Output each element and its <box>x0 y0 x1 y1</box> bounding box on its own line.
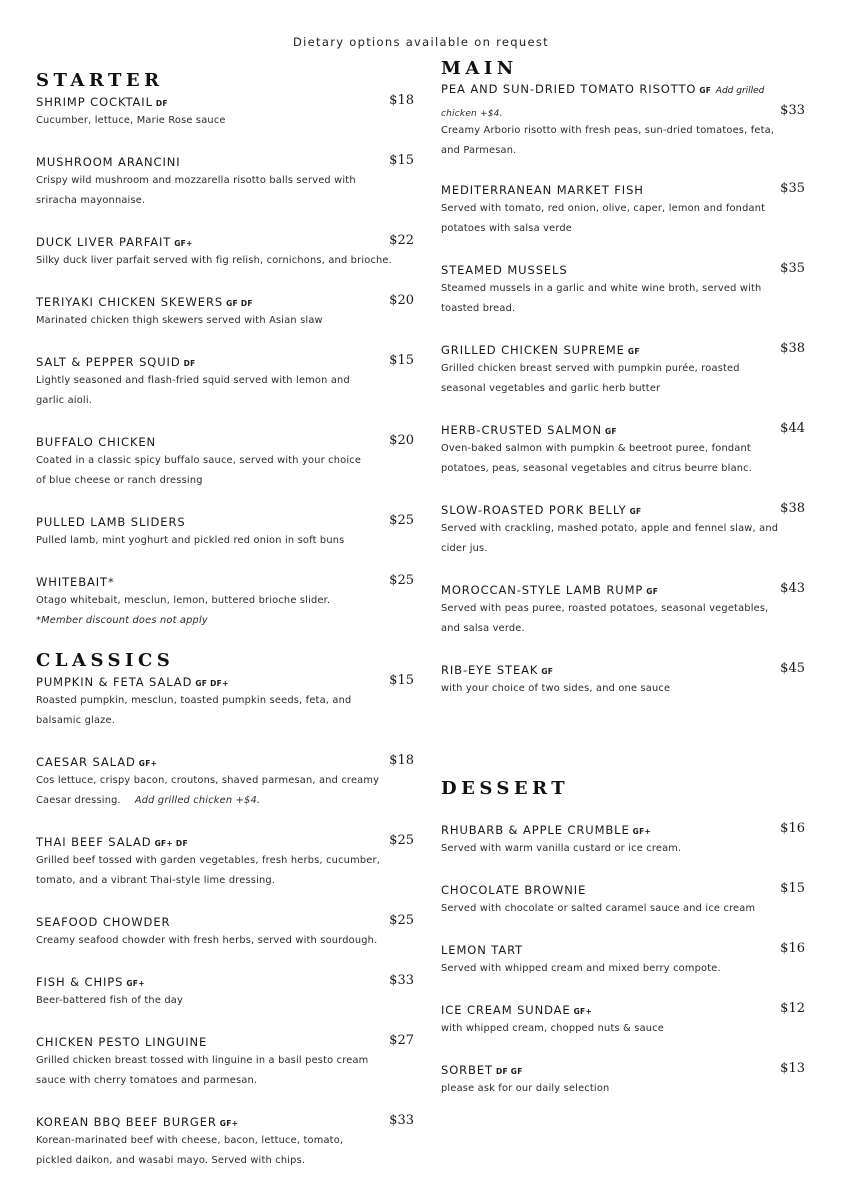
item-description: Pulled lamb, mint yoghurt and pickled red onion in soft buns <box>36 535 345 546</box>
item-price: $20 <box>389 433 414 448</box>
item-price: $15 <box>389 673 414 688</box>
item-price: $18 <box>389 753 414 768</box>
item-header <box>36 911 414 931</box>
item-price: $15 <box>389 353 414 368</box>
item-header <box>441 499 805 519</box>
dietary-tag: GF+ <box>126 979 145 988</box>
dietary-tag: GF <box>629 507 642 516</box>
item-price: $25 <box>389 513 414 528</box>
menu-item <box>441 1059 805 1099</box>
item-description: please ask for our daily selection <box>441 1083 610 1094</box>
menu-item <box>36 911 414 951</box>
item-description: cider jus. <box>441 543 488 554</box>
item-header <box>441 1059 805 1079</box>
item-footnote: *Member discount does not apply <box>36 615 208 626</box>
menu-item <box>36 151 414 211</box>
item-description: sauce with cherry tomatoes and parmesan. <box>36 1075 258 1086</box>
item-price: $13 <box>780 1061 805 1076</box>
menu-item <box>441 819 805 859</box>
item-price: $33 <box>389 1113 414 1128</box>
main-title: MAIN <box>441 58 518 79</box>
item-header <box>441 939 805 959</box>
dietary-tag: GF+ <box>219 1119 239 1128</box>
item-header <box>441 659 805 679</box>
item-header <box>441 259 805 279</box>
item-header <box>36 91 414 111</box>
menu-item <box>441 659 805 699</box>
item-description: potatoes with salsa verde <box>441 223 573 234</box>
item-name: SHRIMP COCKTAIL <box>36 95 153 109</box>
dietary-tag: GF <box>699 86 712 95</box>
item-price: $25 <box>389 833 414 848</box>
dietary-tag: GF <box>646 587 659 596</box>
item-description: and salsa verde. <box>441 623 525 634</box>
menu-item <box>441 939 805 979</box>
item-price: $12 <box>780 1001 805 1016</box>
item-description: Served with crackling, mashed potato, apple and fennel slaw, and <box>441 523 779 534</box>
menu-item <box>36 1111 414 1171</box>
item-description: Beer-battered fish of the day <box>36 995 183 1006</box>
dietary-tag: GF <box>604 427 617 436</box>
dessert-title: DESSERT <box>441 778 570 799</box>
menu-item <box>36 831 414 891</box>
menu-item <box>441 179 805 239</box>
menu-item <box>36 971 414 1011</box>
item-description: Coated in a classic spicy buffalo sauce, served with your choice <box>36 455 362 466</box>
item-name: DUCK LIVER PARFAIT <box>36 235 172 249</box>
menu-item <box>36 351 414 411</box>
menu-item <box>36 571 414 631</box>
dessert-section <box>441 779 805 1099</box>
item-description: of blue cheese or ranch dressing <box>36 475 203 486</box>
item-name: MUSHROOM ARANCINI <box>36 155 181 169</box>
dietary-note: Dietary options available on request <box>293 35 549 49</box>
dietary-tag: GF+ <box>632 827 652 836</box>
item-header <box>36 291 414 311</box>
item-description: tomato, and a vibrant Thai-style lime dressing. <box>36 875 276 886</box>
item-description: Caesar dressing. Add grilled chicken +$4. <box>36 795 261 806</box>
item-description: Roasted pumpkin, mesclun, toasted pumpkin seeds, feta, and <box>36 695 352 706</box>
item-description: Served with chocolate or salted caramel sauce and ice cream <box>441 903 756 914</box>
item-name: CHOCOLATE BROWNIE <box>441 883 587 897</box>
item-description: Otago whitebait, mesclun, lemon, buttered brioche slider. <box>36 595 331 606</box>
menu-item-risotto <box>441 79 805 159</box>
item-price: $16 <box>780 821 805 836</box>
dietary-tag: GF+ <box>174 239 193 248</box>
item-name: STEAMED MUSSELS <box>441 263 568 277</box>
item-price: $33 <box>780 103 805 118</box>
item-name: SLOW-ROASTED PORK BELLY <box>441 503 627 517</box>
item-name: BUFFALO CHICKEN <box>36 435 157 449</box>
item-description: Served with tomato, red onion, olive, caper, lemon and fondant <box>441 203 766 214</box>
starter-list <box>36 91 414 631</box>
dietary-tag: DF <box>155 99 168 108</box>
item-name: GRILLED CHICKEN SUPREME <box>441 343 625 357</box>
item-header <box>441 579 805 599</box>
item-description: seasonal vegetables and garlic herb butter <box>441 383 661 394</box>
item-name: RIB-EYE STEAK <box>441 663 539 677</box>
item-description: Steamed mussels in a garlic and white wine broth, served with <box>441 283 762 294</box>
dietary-tag: GF+ <box>573 1007 593 1016</box>
item-name: CHICKEN PESTO LINGUINE <box>36 1035 208 1049</box>
item-header <box>36 431 414 451</box>
dietary-tag: GF DF <box>226 299 253 308</box>
item-name: HERB-CRUSTED SALMON <box>441 423 602 437</box>
starter-title: STARTER <box>36 70 164 91</box>
item-name: TERIYAKI CHICKEN SKEWERS <box>36 295 224 309</box>
item-price: $15 <box>389 153 414 168</box>
menu-item <box>441 999 805 1039</box>
item-price: $33 <box>389 973 414 988</box>
item-description: Crispy wild mushroom and mozzarella risotto balls served with <box>36 175 356 186</box>
item-name: FISH & CHIPS <box>36 975 124 989</box>
menu-item <box>36 91 414 131</box>
item-description: garlic aioli. <box>36 395 93 406</box>
item-header <box>36 1031 414 1051</box>
item-description: Cucumber, lettuce, Marie Rose sauce <box>36 115 226 126</box>
item-name: CAESAR SALAD <box>36 755 136 769</box>
main-section <box>441 59 805 699</box>
item-price: $25 <box>389 913 414 928</box>
item-description: Served with peas puree, roasted potatoes, seasonal vegetables, <box>441 603 769 614</box>
item-price: $25 <box>389 573 414 588</box>
item-header <box>36 751 414 771</box>
item-description: pickled daikon, and wasabi mayo. Served with chips. <box>36 1155 306 1166</box>
menu-item <box>36 671 414 731</box>
item-header <box>36 1111 414 1131</box>
item-description: Grilled chicken breast served with pumpkin purée, roasted <box>441 363 740 374</box>
menu-item <box>36 431 414 491</box>
item-price: $18 <box>389 93 414 108</box>
item-price: $45 <box>780 661 805 676</box>
dietary-tag: GF+ DF <box>154 839 188 848</box>
item-header <box>441 179 805 199</box>
item-price: $20 <box>389 293 414 308</box>
item-name: THAI BEEF SALAD <box>36 835 152 849</box>
item-price: $43 <box>780 581 805 596</box>
dietary-tag: DF GF <box>495 1067 523 1076</box>
classics-title: CLASSICS <box>36 650 175 671</box>
item-description: Silky duck liver parfait served with fig relish, cornichons, and brioche. <box>36 255 392 266</box>
item-price: $38 <box>780 501 805 516</box>
starter-section <box>36 71 414 631</box>
item-description: sriracha mayonnaise. <box>36 195 146 206</box>
dessert-list <box>441 819 805 1099</box>
item-description: potatoes, peas, seasonal vegetables and citrus beurre blanc. <box>441 463 753 474</box>
menu-item <box>441 879 805 919</box>
item-description: Creamy seafood chowder with fresh herbs, served with sourdough. <box>36 935 378 946</box>
item-name: PEA AND SUN-DRIED TOMATO RISOTTO GF Add grilled <box>441 82 765 96</box>
item-header <box>36 511 414 531</box>
item-header <box>36 671 414 691</box>
item-header <box>36 351 414 371</box>
item-name: RHUBARB & APPLE CRUMBLE <box>441 823 630 837</box>
item-name: KOREAN BBQ BEEF BURGER <box>36 1115 217 1129</box>
item-header <box>36 571 414 591</box>
item-description: Served with whipped cream and mixed berry compote. <box>441 963 721 974</box>
item-header <box>36 231 414 251</box>
item-header <box>441 819 805 839</box>
menu-item <box>36 231 414 271</box>
dietary-tag: DF <box>183 359 196 368</box>
menu-item <box>441 579 805 639</box>
menu-item <box>36 1031 414 1091</box>
classics-section <box>36 651 414 1171</box>
item-name: MOROCCAN-STYLE LAMB RUMP <box>441 583 644 597</box>
item-name: WHITEBAIT* <box>36 575 115 589</box>
item-price: $16 <box>780 941 805 956</box>
menu-item <box>36 291 414 331</box>
item-price: $27 <box>389 1033 414 1048</box>
dietary-tag: GF DF+ <box>195 679 229 688</box>
item-name: PULLED LAMB SLIDERS <box>36 515 186 529</box>
item-description: Marinated chicken thigh skewers served with Asian slaw <box>36 315 323 326</box>
item-description: Grilled chicken breast tossed with linguine in a basil pesto cream <box>36 1055 369 1066</box>
item-name: ICE CREAM SUNDAE <box>441 1003 571 1017</box>
item-description: balsamic glaze. <box>36 715 116 726</box>
item-header <box>441 879 805 899</box>
item-name: SEAFOOD CHOWDER <box>36 915 171 929</box>
menu-item <box>36 511 414 551</box>
menu-item <box>36 751 414 811</box>
item-note-continued: chicken +$4. <box>441 109 503 119</box>
item-name: SALT & PEPPER SQUID <box>36 355 181 369</box>
item-header <box>441 339 805 359</box>
item-extra-note: Add grilled chicken +$4. <box>134 795 261 806</box>
dietary-tag: GF <box>627 347 640 356</box>
dietary-tag: GF+ <box>138 759 158 768</box>
item-price: $35 <box>780 261 805 276</box>
item-description: toasted bread. <box>441 303 516 314</box>
item-description: Creamy Arborio risotto with fresh peas, sun-dried tomatoes, feta, <box>441 125 775 136</box>
item-header <box>36 151 414 171</box>
item-description: Oven-baked salmon with pumpkin & beetroot puree, fondant <box>441 443 751 454</box>
item-header <box>36 971 414 991</box>
item-price: $38 <box>780 341 805 356</box>
item-header <box>441 999 805 1019</box>
item-price: $35 <box>780 181 805 196</box>
item-header <box>36 831 414 851</box>
item-description: with your choice of two sides, and one sauce <box>441 683 671 694</box>
item-description: Cos lettuce, crispy bacon, croutons, shaved parmesan, and creamy <box>36 775 380 786</box>
dietary-tag: GF <box>541 667 554 676</box>
item-description: and Parmesan. <box>441 145 517 156</box>
item-price: $22 <box>389 233 414 248</box>
item-description: Lightly seasoned and flash-fried squid served with lemon and <box>36 375 350 386</box>
menu-item <box>441 419 805 479</box>
item-header <box>441 419 805 439</box>
item-name: MEDITERRANEAN MARKET FISH <box>441 183 644 197</box>
menu-item <box>441 499 805 559</box>
item-note: Add grilled <box>715 86 765 96</box>
main-list <box>441 179 805 699</box>
item-name: LEMON TART <box>441 943 524 957</box>
item-description: Grilled beef tossed with garden vegetables, fresh herbs, cucumber, <box>36 855 381 866</box>
item-name: SORBET <box>441 1063 493 1077</box>
item-name: PUMPKIN & FETA SALAD <box>36 675 193 689</box>
item-price: $15 <box>780 881 805 896</box>
classics-list <box>36 671 414 1171</box>
menu-item <box>441 339 805 399</box>
item-description: with whipped cream, chopped nuts & sauce <box>441 1023 664 1034</box>
menu-item <box>441 259 805 319</box>
item-price: $44 <box>780 421 805 436</box>
item-description: Served with warm vanilla custard or ice cream. <box>441 843 682 854</box>
item-description: Korean-marinated beef with cheese, bacon, lettuce, tomato, <box>36 1135 344 1146</box>
